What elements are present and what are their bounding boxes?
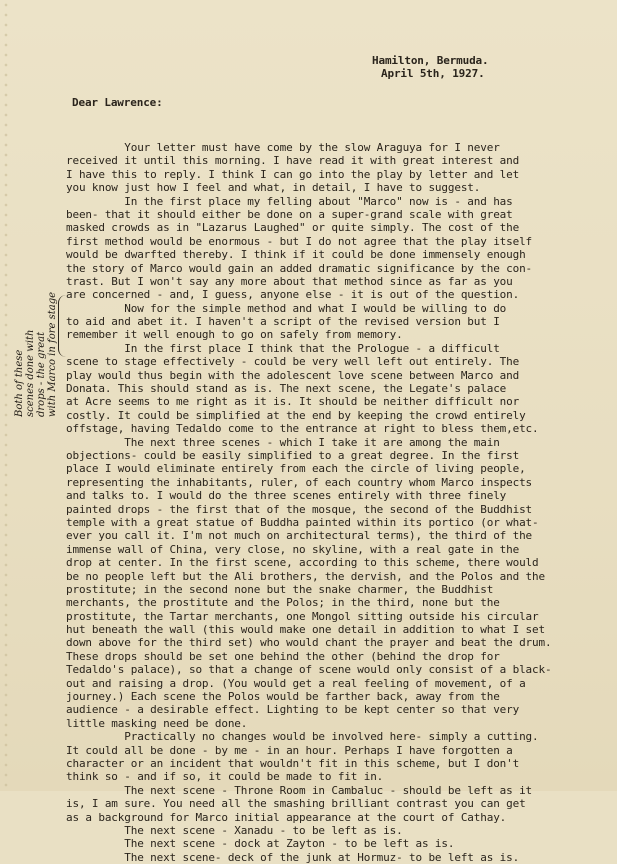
body-line: It could all be done - by me - in an hour. Perhaps I have forgotten a: [66, 743, 513, 757]
body-line: objections- could be easily simplified to a great degree. In the first: [66, 448, 520, 462]
body-line: immense wall of China, very close, no skyline, with a real gate in the: [66, 542, 520, 556]
body-line: be no people left but the Ali brothers, the dervish, and the Polos and the: [66, 569, 545, 583]
letter-place: Hamilton, Bermuda.: [372, 54, 489, 67]
body-line: been- that it should either be done on a super-grand scale with great: [66, 207, 513, 221]
body-line: place I would eliminate entirely from each the circle of living people,: [66, 462, 526, 476]
body-line: The next scene - dock at Zayton - to be left as is.: [66, 837, 455, 851]
body-line: scene to stage effectively - could be very well left out entirely. The: [66, 355, 520, 369]
body-line: think so - and if so, it could be made to fit in.: [66, 770, 384, 784]
body-line: play would thus begin with the adolescent love scene between Marco and: [66, 368, 520, 382]
body-line: are concerned - and, I guess, anyone else - it is out of the question.: [66, 288, 520, 302]
body-line: The next scene - Xanadu - to be left as is.: [66, 823, 403, 837]
body-line: Your letter must have come by the slow Araguya for I never: [66, 141, 500, 154]
body-line: The next scene- deck of the junk at Hormuz- to be left as is.: [66, 850, 520, 864]
body-line: The next three scenes - which I take it are among the main: [66, 435, 500, 449]
body-line: first method would be enormous - but I do not agree that the play itself: [66, 234, 533, 248]
body-line: and talks to. I would do the three scenes entirely with three finely: [66, 489, 507, 503]
body-line: In the first place I think that the Prologue - a difficult: [66, 341, 500, 355]
handwritten-margin-note: Both of these scenes done with drops - the great with Marco in fore: [14, 322, 58, 417]
body-line: ever you call it. I'm not much on architectural terms), the third of the: [66, 529, 533, 543]
body-line: Donata. This should stand as is. The next scene, the Legate's palace: [66, 382, 507, 396]
body-line: down above for the third set) who would chant the prayer and beat the drum.: [66, 636, 552, 650]
body-line: out and raising a drop. (You would get a real feeling of movement, of a: [66, 676, 526, 690]
body-line: remember it well enough to go on safely from memory.: [66, 328, 403, 342]
body-line: representing the inhabitants, ruler, of each country whom Marco inspects: [66, 475, 533, 489]
body-line: little masking need be done.: [66, 716, 248, 730]
body-line: temple with a great statue of Buddha painted within its portico (or what-: [66, 515, 539, 529]
body-line: prostitute; in the second none but the snake charmer, the Buddhist: [66, 582, 494, 596]
letter-greeting: Dear Lawrence:: [72, 96, 163, 109]
body-line: drop at center. In the first scene, according to this scheme, there would: [66, 556, 539, 570]
body-line: the story of Marco would gain an added dramatic significance by the con-: [66, 261, 533, 275]
body-line: masked crowds as in "Lazarus Laughed" or quite simply. The cost of the: [66, 221, 520, 235]
body-line: Tedaldo's palace), so that a change of scene would only consist of a black-: [66, 663, 552, 677]
body-line: to aid and abet it. I haven't a script of the revised version but I: [66, 315, 500, 329]
body-line: trast. But I won't say any more about that method since as far as you: [66, 274, 513, 288]
body-line: I have this to reply. I think I can go into the play by letter and let: [66, 167, 520, 181]
body-line: These drops should be set one behind the other (behind the drop for: [66, 649, 500, 663]
body-line: In the first place my felling about "Marco" now is - and has: [66, 194, 513, 208]
body-line: prostitute, the Tartar merchants, one Mongol sitting outside his circular: [66, 609, 539, 623]
body-line: painted drops - the first that of the mosque, the second of the Buddhist: [66, 502, 533, 516]
margin-bracket-mark: [58, 295, 67, 357]
body-line: The next scene - Throne Room in Cambaluc - should be left as it: [66, 783, 533, 797]
body-line: is, I am sure. You need all the smashing brilliant contrast you can get: [66, 797, 526, 811]
body-line: merchants, the prostitute and the Polos; in the third, none but the: [66, 596, 500, 610]
body-line: you know just how I feel and what, in detail, I have to suggest.: [66, 181, 481, 195]
body-line: costly. It could be simplified at the end by keeping the crowd entirely: [66, 408, 526, 422]
body-line: character or an incident that wouldn't fit in this scheme, but I don't: [66, 756, 520, 770]
paper-edge-texture: [0, 0, 12, 791]
body-line: journey.) Each scene the Polos would be farther back, away from the: [66, 690, 500, 704]
body-line: Now for the simple method and what I would be willing to do: [66, 301, 507, 315]
letter-date: April 5th, 1927.: [381, 67, 485, 80]
body-line: audience - a desirable effect. Lighting to be kept center so that very: [66, 703, 520, 717]
body-line: at Acre seems to me right as it is. It should be neither difficult nor: [66, 395, 520, 409]
body-line: as a background for Marco initial appearance at the court of Cathay.: [66, 810, 507, 824]
body-line: offstage, having Tedaldo come to the entrance at right to bless them,etc.: [66, 422, 539, 436]
body-line: Practically no changes would be involved here- simply a cutting.: [66, 730, 539, 744]
body-line: received it until this morning. I have read it with great interest and: [66, 154, 520, 168]
body-line: hut beneath the wall (this would make one detail in addition to what I set: [66, 623, 545, 637]
letter-body: [66, 141, 551, 864]
body-line: would be dwarfted thereby. I think if it could be done immensely enough: [66, 248, 526, 262]
